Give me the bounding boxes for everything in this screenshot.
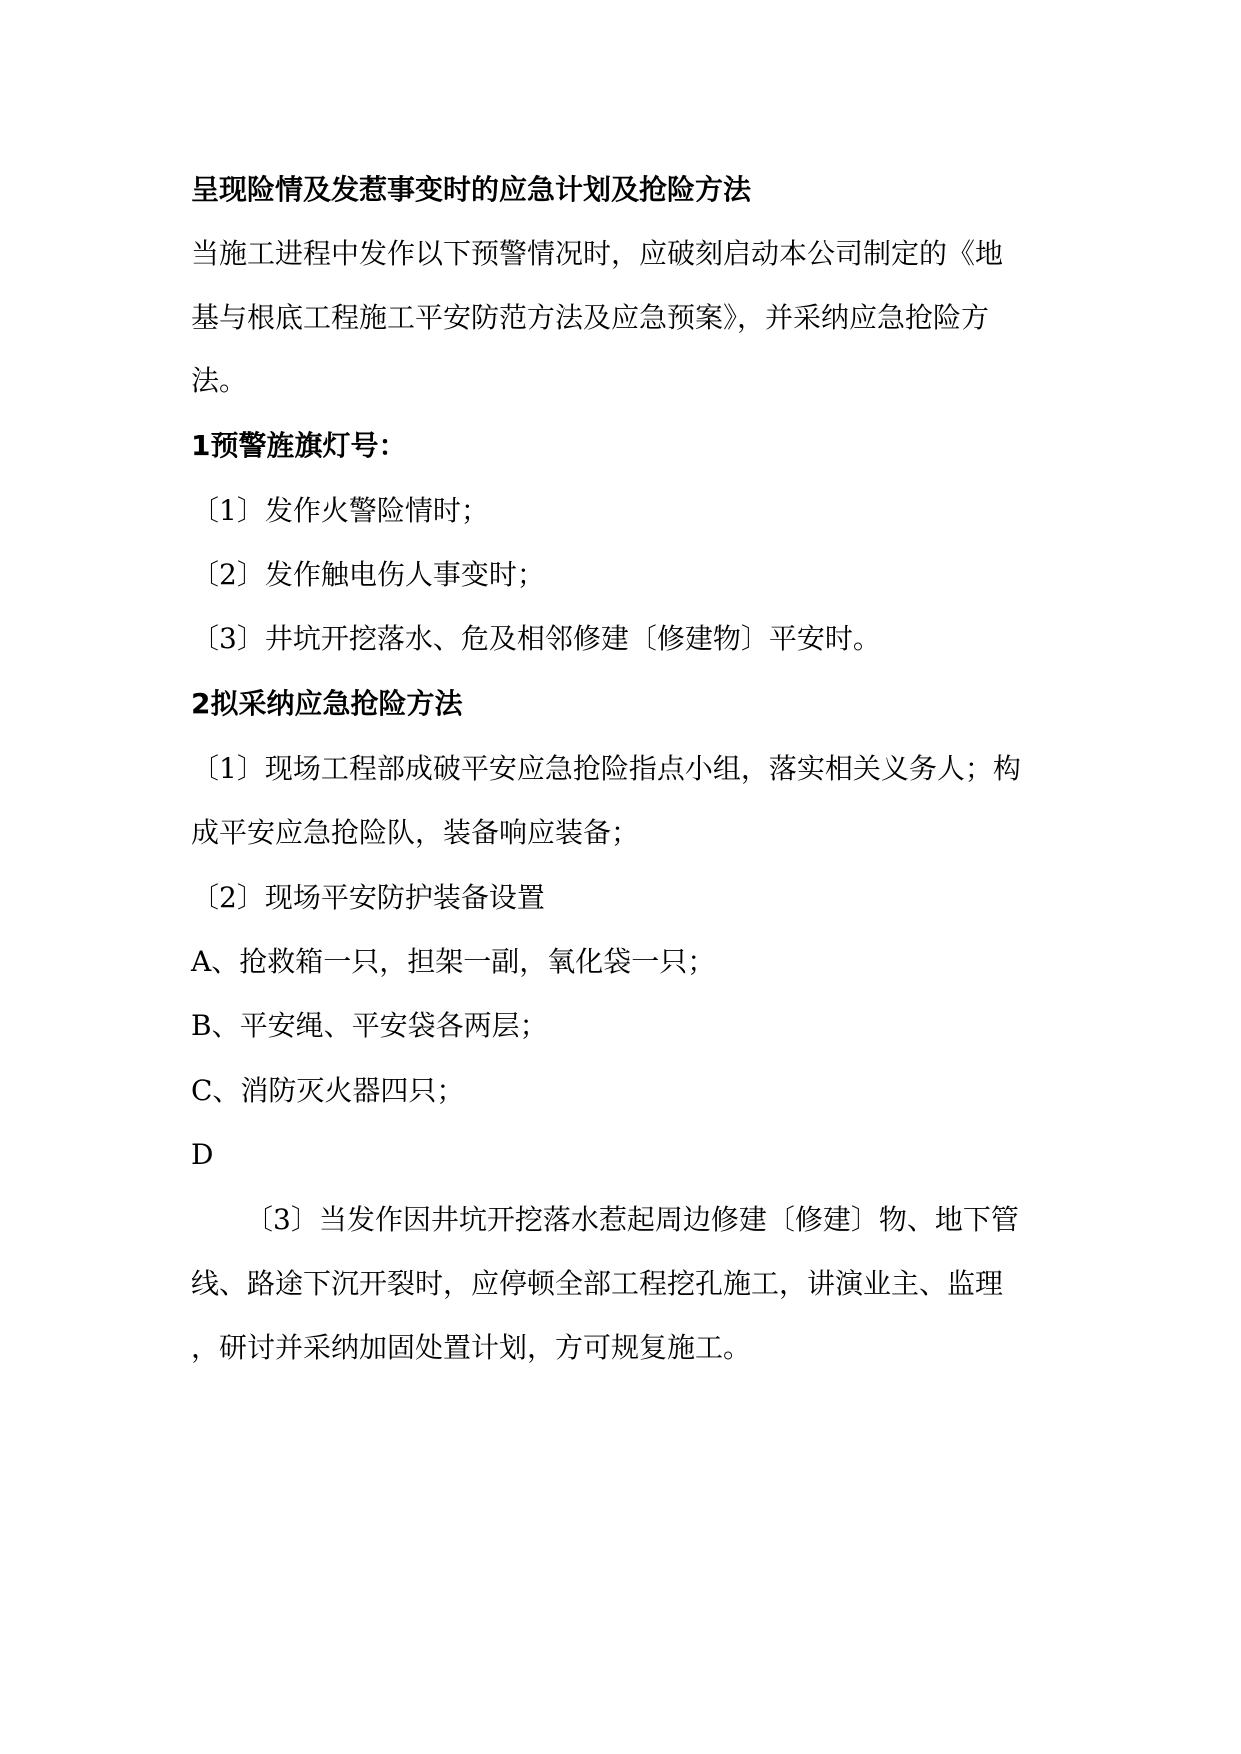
intro-line-2: 基与根底工程施工平安防范方法及应急预案》，并采纳应急抢险方: [191, 301, 990, 334]
equipment-item-b: B、平安绳、平安袋各两层；: [191, 1009, 548, 1042]
section2-item3-line-3: ，研讨并采纳加固处置计划，方可规复施工。: [191, 1331, 752, 1364]
section2-item3-line-1: 〔3〕当发作因井坑开挖落水惹起周边修建〔修建〕物、地下管: [245, 1203, 1019, 1236]
section1-item-1: 〔1〕发作火警险情时；: [191, 494, 489, 527]
section2-item3-line-2: 线、路途下沉开裂时，应停顿全部工程挖孔施工，讲演业主、监理: [191, 1267, 1004, 1300]
equipment-item-c: C、消防灭火器四只；: [191, 1074, 465, 1107]
section1-item-2: 〔2〕发作触电伤人事变时；: [191, 558, 545, 591]
section2-heading: 2拟采纳应急抢险方法: [191, 687, 463, 720]
section1-item-3: 〔3〕井坑开挖落水、危及相邻修建〔修建物〕平安时。: [191, 622, 881, 655]
section2-item1-line-2: 成平安应急抢险队，装备响应装备；: [191, 816, 640, 849]
document-title: 呈现险情及发惹事变时的应急计划及抢险方法: [191, 173, 752, 206]
intro-line-1: 当施工进程中发作以下预警情况时，应破刻启动本公司制定的《地: [191, 237, 1004, 270]
section1-heading: 1预警旌旗灯号：: [191, 429, 407, 462]
section2-item1-line-1: 〔1〕现场工程部成破平安应急抢险指点小组，落实相关义务人；构: [191, 752, 1021, 785]
intro-line-3: 法。: [191, 364, 248, 397]
section2-item-2: 〔2〕现场平安防护装备设置: [191, 881, 545, 914]
equipment-item-a: A、抢救箱一只，担架一副，氧化袋一只；: [191, 945, 716, 978]
equipment-item-d: D: [191, 1138, 214, 1171]
